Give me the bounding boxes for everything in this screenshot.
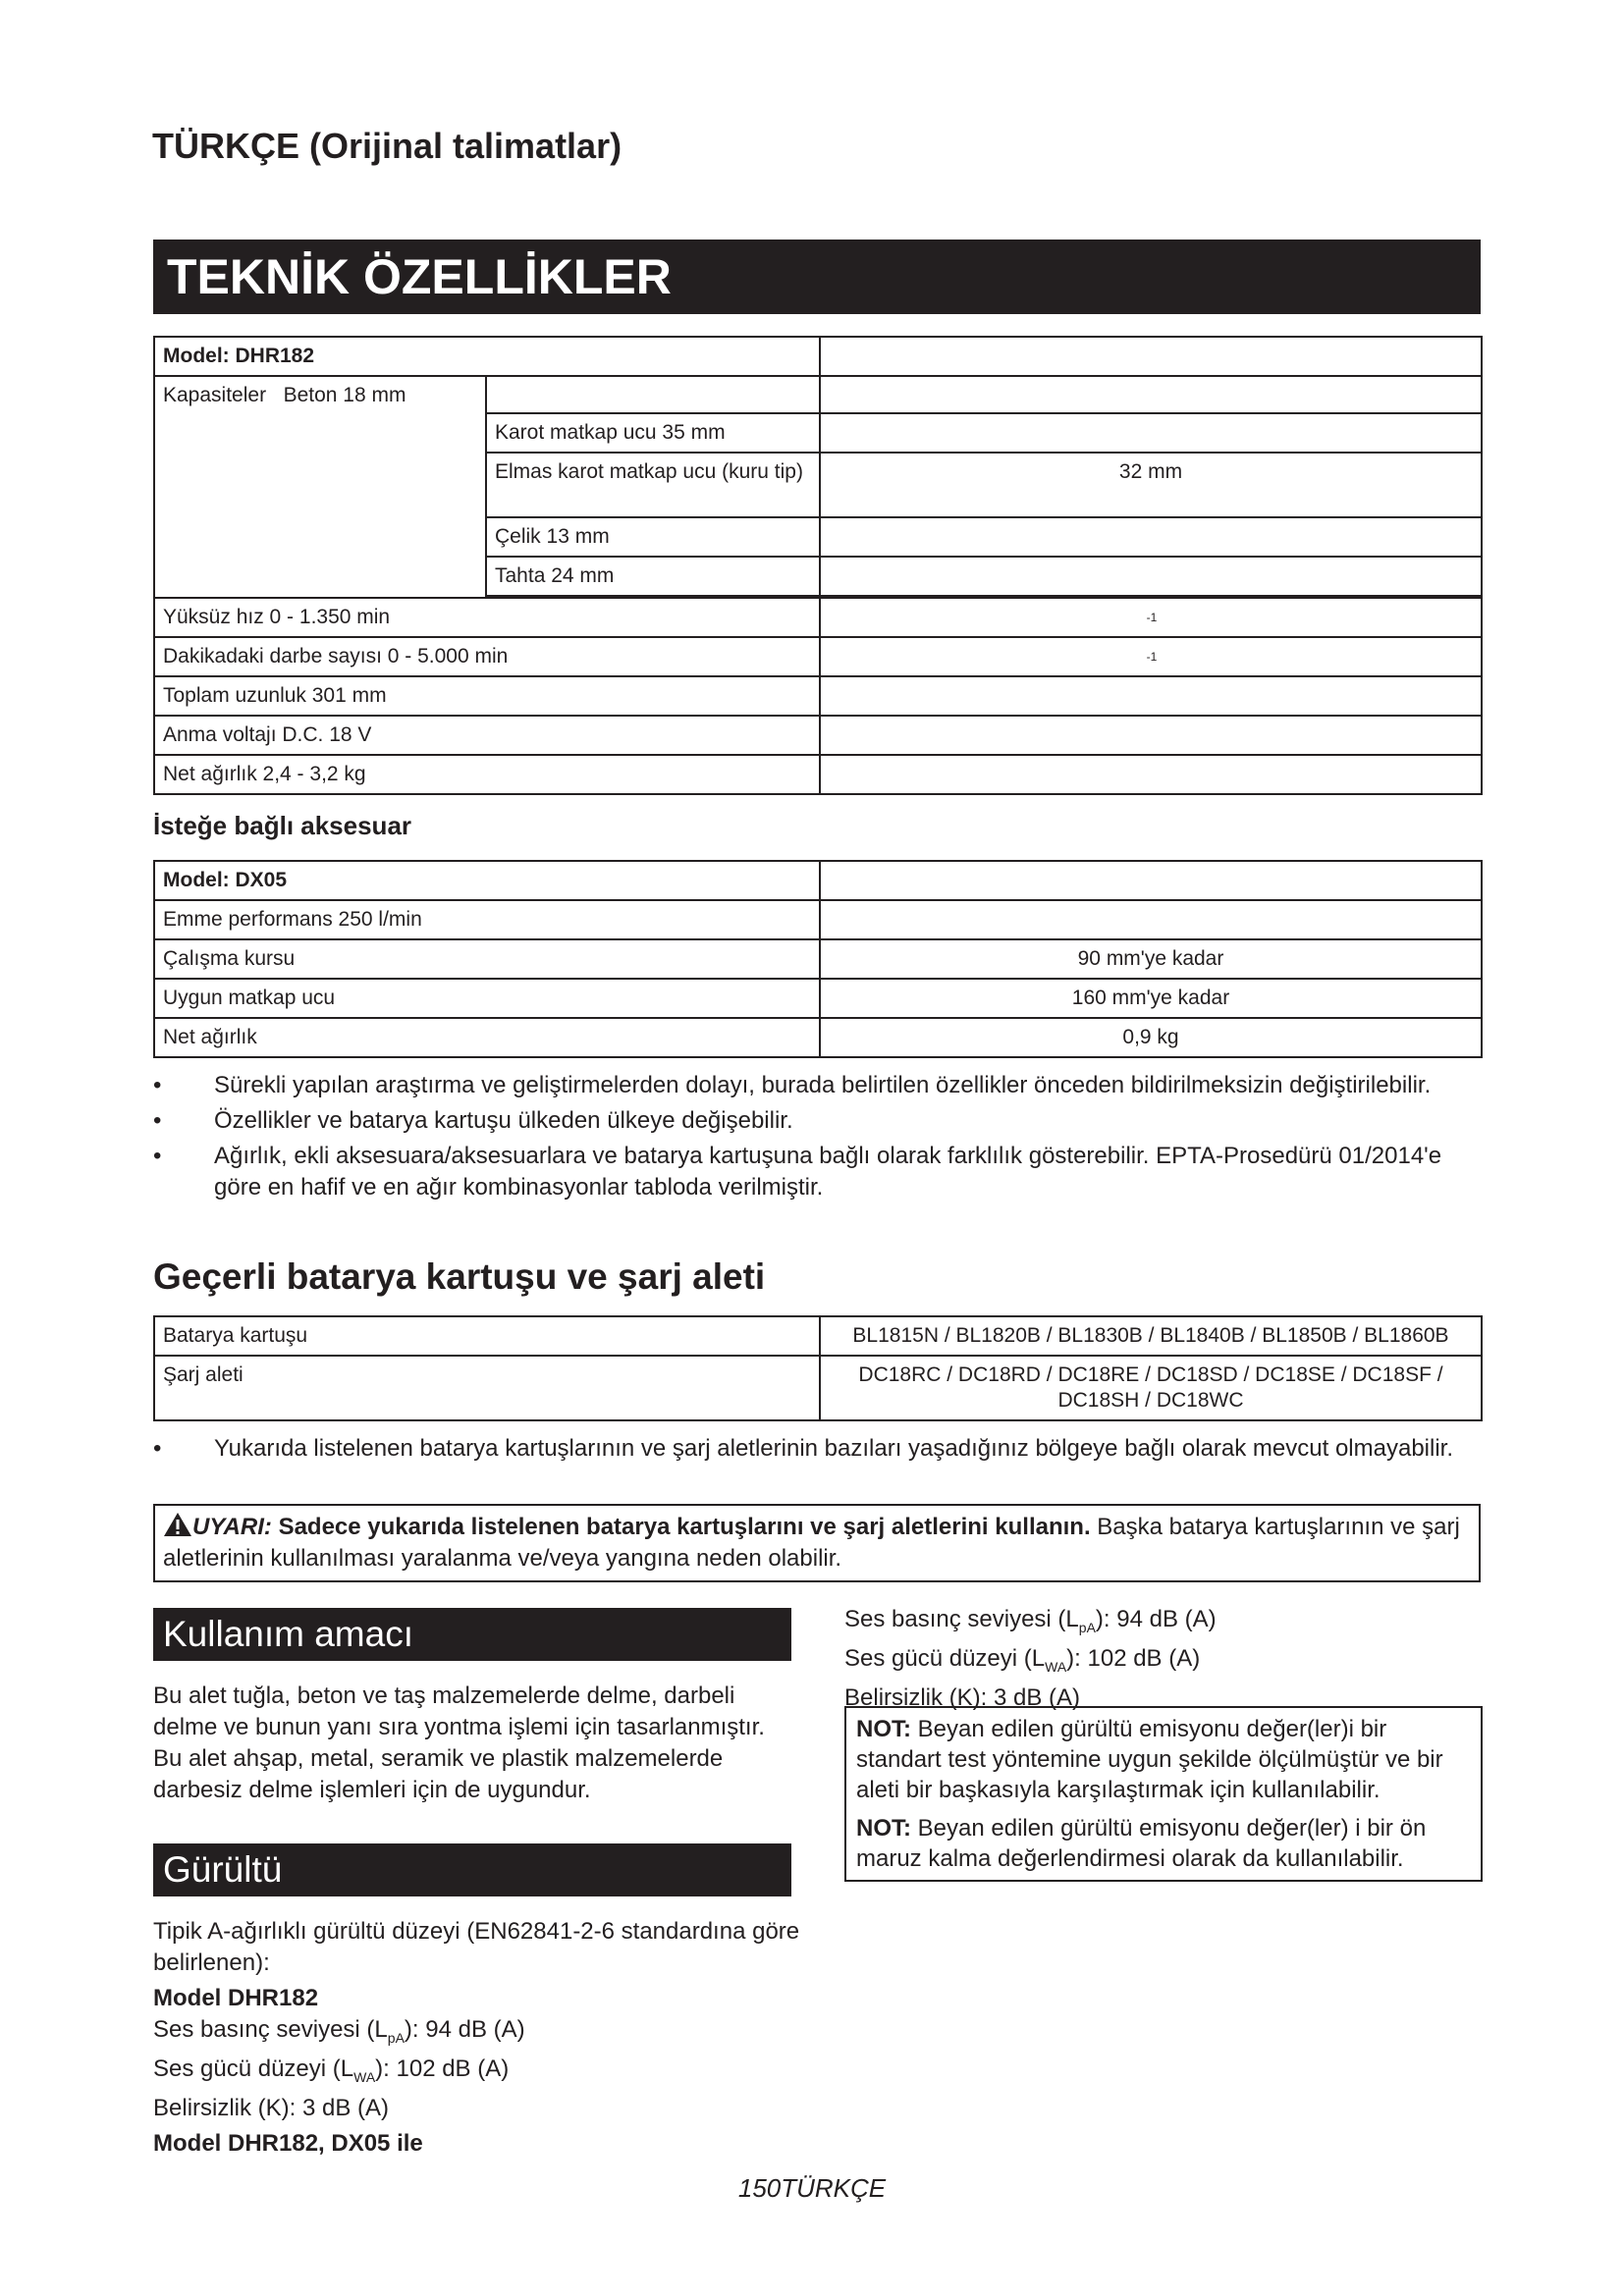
- no-load-speed-sup: -1: [1146, 611, 1158, 624]
- bullet: •: [153, 1107, 162, 1134]
- charger-value: DC18RC / DC18RD / DC18RE / DC18SD / DC18SE / DC18SF / DC18SH / DC18WC: [820, 1356, 1482, 1420]
- note-text: Özellikler ve batarya kartuşu ülkeden ülkeye değişebilir.: [214, 1107, 793, 1134]
- uncertainty-right: Belirsizlik (K): 3 dB (A): [844, 1683, 1081, 1711]
- note2-text: Beyan edilen gürültü emisyonu değer(ler) i bir ön maruz kalma değerlendirmesi olarak da kullanılabilir.: [856, 1815, 1427, 1872]
- battery-table: [153, 1315, 1483, 1421]
- spec-capacities-cell: [154, 376, 486, 598]
- note-item: [153, 1433, 1481, 1465]
- note-item: [153, 1141, 1481, 1203]
- sound-pressure: [153, 2014, 801, 2054]
- acc-weight-value: 0,9 kg: [820, 1018, 1482, 1057]
- cartridge-label: Batarya kartuşu: [154, 1316, 820, 1356]
- note-item: [153, 1070, 1481, 1101]
- no-load-speed: Yüksüz hız 0 - 1.350 min: [154, 598, 820, 637]
- noise-text: [153, 1916, 801, 2160]
- note1-label: NOT:: [856, 1716, 911, 1742]
- impact-rate-sup: -1: [1146, 650, 1158, 664]
- bullet: •: [153, 1072, 162, 1098]
- capacities-label: Kapasiteler: [163, 384, 267, 406]
- spec-table: [153, 336, 1483, 795]
- diamond-core-value: 32 mm: [820, 453, 1482, 517]
- note2-label: NOT:: [856, 1815, 911, 1842]
- language-title: TÜRKÇE (Orijinal talimatlar): [152, 126, 623, 166]
- warning-triangle-icon: [163, 1512, 192, 1537]
- bullet: •: [153, 1143, 162, 1169]
- noise-heading: Gürültü: [153, 1843, 791, 1896]
- intended-use-text: [153, 1681, 801, 1806]
- pressure-suffix: ): 94 dB (A): [1095, 1606, 1217, 1632]
- uncertainty: Belirsizlik (K): 3 dB (A): [153, 2094, 390, 2121]
- pressure-prefix: Ses basınç seviyesi (L: [153, 2016, 388, 2043]
- net-weight: Net ağırlık 2,4 - 3,2 kg: [154, 755, 820, 794]
- power-sub: WA: [353, 2068, 376, 2085]
- note2: [856, 1813, 1471, 1874]
- pressure-prefix: Ses basınç seviyesi (L: [844, 1606, 1079, 1632]
- specifications-banner: TEKNİK ÖZELLİKLER: [153, 240, 1481, 314]
- note-text: Yukarıda listelenen batarya kartuşlarının ve şarj aletlerinin bazıları yaşadığınız bölgeye bağlı olarak mevcut olmayabilir.: [214, 1435, 1454, 1462]
- noise-note-box: [844, 1706, 1483, 1882]
- stroke-label: Çalışma kursu: [154, 939, 820, 979]
- intended-use-p2: Bu alet ahşap, metal, seramik ve plastik malzemelerde darbesiz delme işlemleri için de uygundur.: [153, 1745, 724, 1803]
- battery-heading: Geçerli batarya kartuşu ve şarj aleti: [153, 1256, 766, 1297]
- noise-right-values: [844, 1604, 1483, 1714]
- power-suffix: ): 102 dB (A): [375, 2055, 510, 2082]
- sound-power-right: [844, 1643, 1483, 1682]
- pressure-sub: pA: [387, 2029, 405, 2046]
- wood-capacity: Tahta 24 mm: [486, 557, 820, 596]
- note1-text: Beyan edilen gürültü emisyonu değer(ler)i bir standart test yöntemine uygun şekilde ölçülmüştür ve bir aleti bir başkasıyla karşılaştırmak için kullanılabilir.: [856, 1716, 1443, 1803]
- warning-box: [153, 1504, 1481, 1582]
- impact-rate: Dakikadaki darbe sayısı 0 - 5.000 min: [154, 637, 820, 676]
- bit-label: Uygun matkap ucu: [154, 979, 820, 1018]
- charger-label: Şarj aleti: [154, 1356, 820, 1420]
- suction-performance: Emme performans 250 l/min: [154, 900, 820, 939]
- power-suffix: ): 102 dB (A): [1066, 1644, 1201, 1672]
- power-prefix: Ses gücü düzeyi (L: [844, 1644, 1046, 1672]
- acc-weight-label: Net ağırlık: [154, 1018, 820, 1057]
- power-sub: WA: [1045, 1658, 1067, 1675]
- core-bit-capacity: Karot matkap ucu 35 mm: [486, 413, 820, 453]
- noise-model1: Model DHR182: [153, 1985, 319, 2011]
- note-text: Ağırlık, ekli aksesuara/aksesuarlara ve batarya kartuşuna bağlı olarak farklılık gösterebilir. EPTA-Prosedürü 01/2014'e göre en hafif ve en ağır kombinasyonlar tabloda verilmiştir.: [214, 1143, 1442, 1201]
- sound-power: [153, 2054, 801, 2093]
- battery-note: [153, 1433, 1481, 1465]
- spec-model: Model: DHR182: [154, 337, 820, 376]
- bullet: •: [153, 1435, 162, 1462]
- accessory-model: Model: DX05: [154, 861, 820, 900]
- noise-intro: Tipik A-ağırlıklı gürültü düzeyi (EN62841-2-6 standardına göre belirlenen):: [153, 1918, 800, 1976]
- power-prefix: Ses gücü düzeyi (L: [153, 2055, 354, 2082]
- pressure-suffix: ): 94 dB (A): [404, 2016, 525, 2043]
- noise-model2: Model DHR182, DX05 ile: [153, 2129, 423, 2157]
- spec-notes: [153, 1070, 1481, 1203]
- warning-bold-text: Sadece yukarıda listelenen batarya kartuşlarını ve şarj aletlerini kullanın.: [278, 1514, 1091, 1540]
- diamond-core-capacity: Elmas karot matkap ucu (kuru tip): [486, 453, 820, 517]
- note-item: [153, 1105, 1481, 1137]
- accessory-heading: İsteğe bağlı aksesuar: [153, 811, 412, 840]
- pressure-sub: pA: [1078, 1619, 1096, 1635]
- warning-label: UYARI:: [192, 1514, 272, 1540]
- note-text: Sürekli yapılan araştırma ve geliştirmelerden dolayı, burada belirtilen özellikler önceden bildirilmeksizin değiştirilebilir.: [214, 1072, 1432, 1098]
- overall-length: Toplam uzunluk 301 mm: [154, 676, 820, 716]
- steel-capacity: Çelik 13 mm: [486, 517, 820, 557]
- intended-use-p1: Bu alet tuğla, beton ve taş malzemelerde delme, darbeli delme ve bunun yanı sıra yontma işlemi için tasarlanmıştır.: [153, 1682, 765, 1740]
- concrete-capacity: Beton 18 mm: [283, 384, 406, 406]
- bit-value: 160 mm'ye kadar: [820, 979, 1482, 1018]
- stroke-value: 90 mm'ye kadar: [820, 939, 1482, 979]
- accessory-table: [153, 860, 1483, 1058]
- rated-voltage: Anma voltajı D.C. 18 V: [154, 716, 820, 755]
- cartridge-value: BL1815N / BL1820B / BL1830B / BL1840B / BL1850B / BL1860B: [820, 1316, 1482, 1356]
- warning-text: Başka batarya kartuşlarının ve şarj aletlerinin kullanılması yaralanma ve/veya yangına neden olabilir.: [163, 1514, 1460, 1572]
- intended-use-heading: Kullanım amacı: [153, 1608, 791, 1661]
- sound-pressure-right: [844, 1604, 1483, 1643]
- page-footer: 150TÜRKÇE: [737, 2173, 887, 2203]
- note1: [856, 1714, 1471, 1805]
